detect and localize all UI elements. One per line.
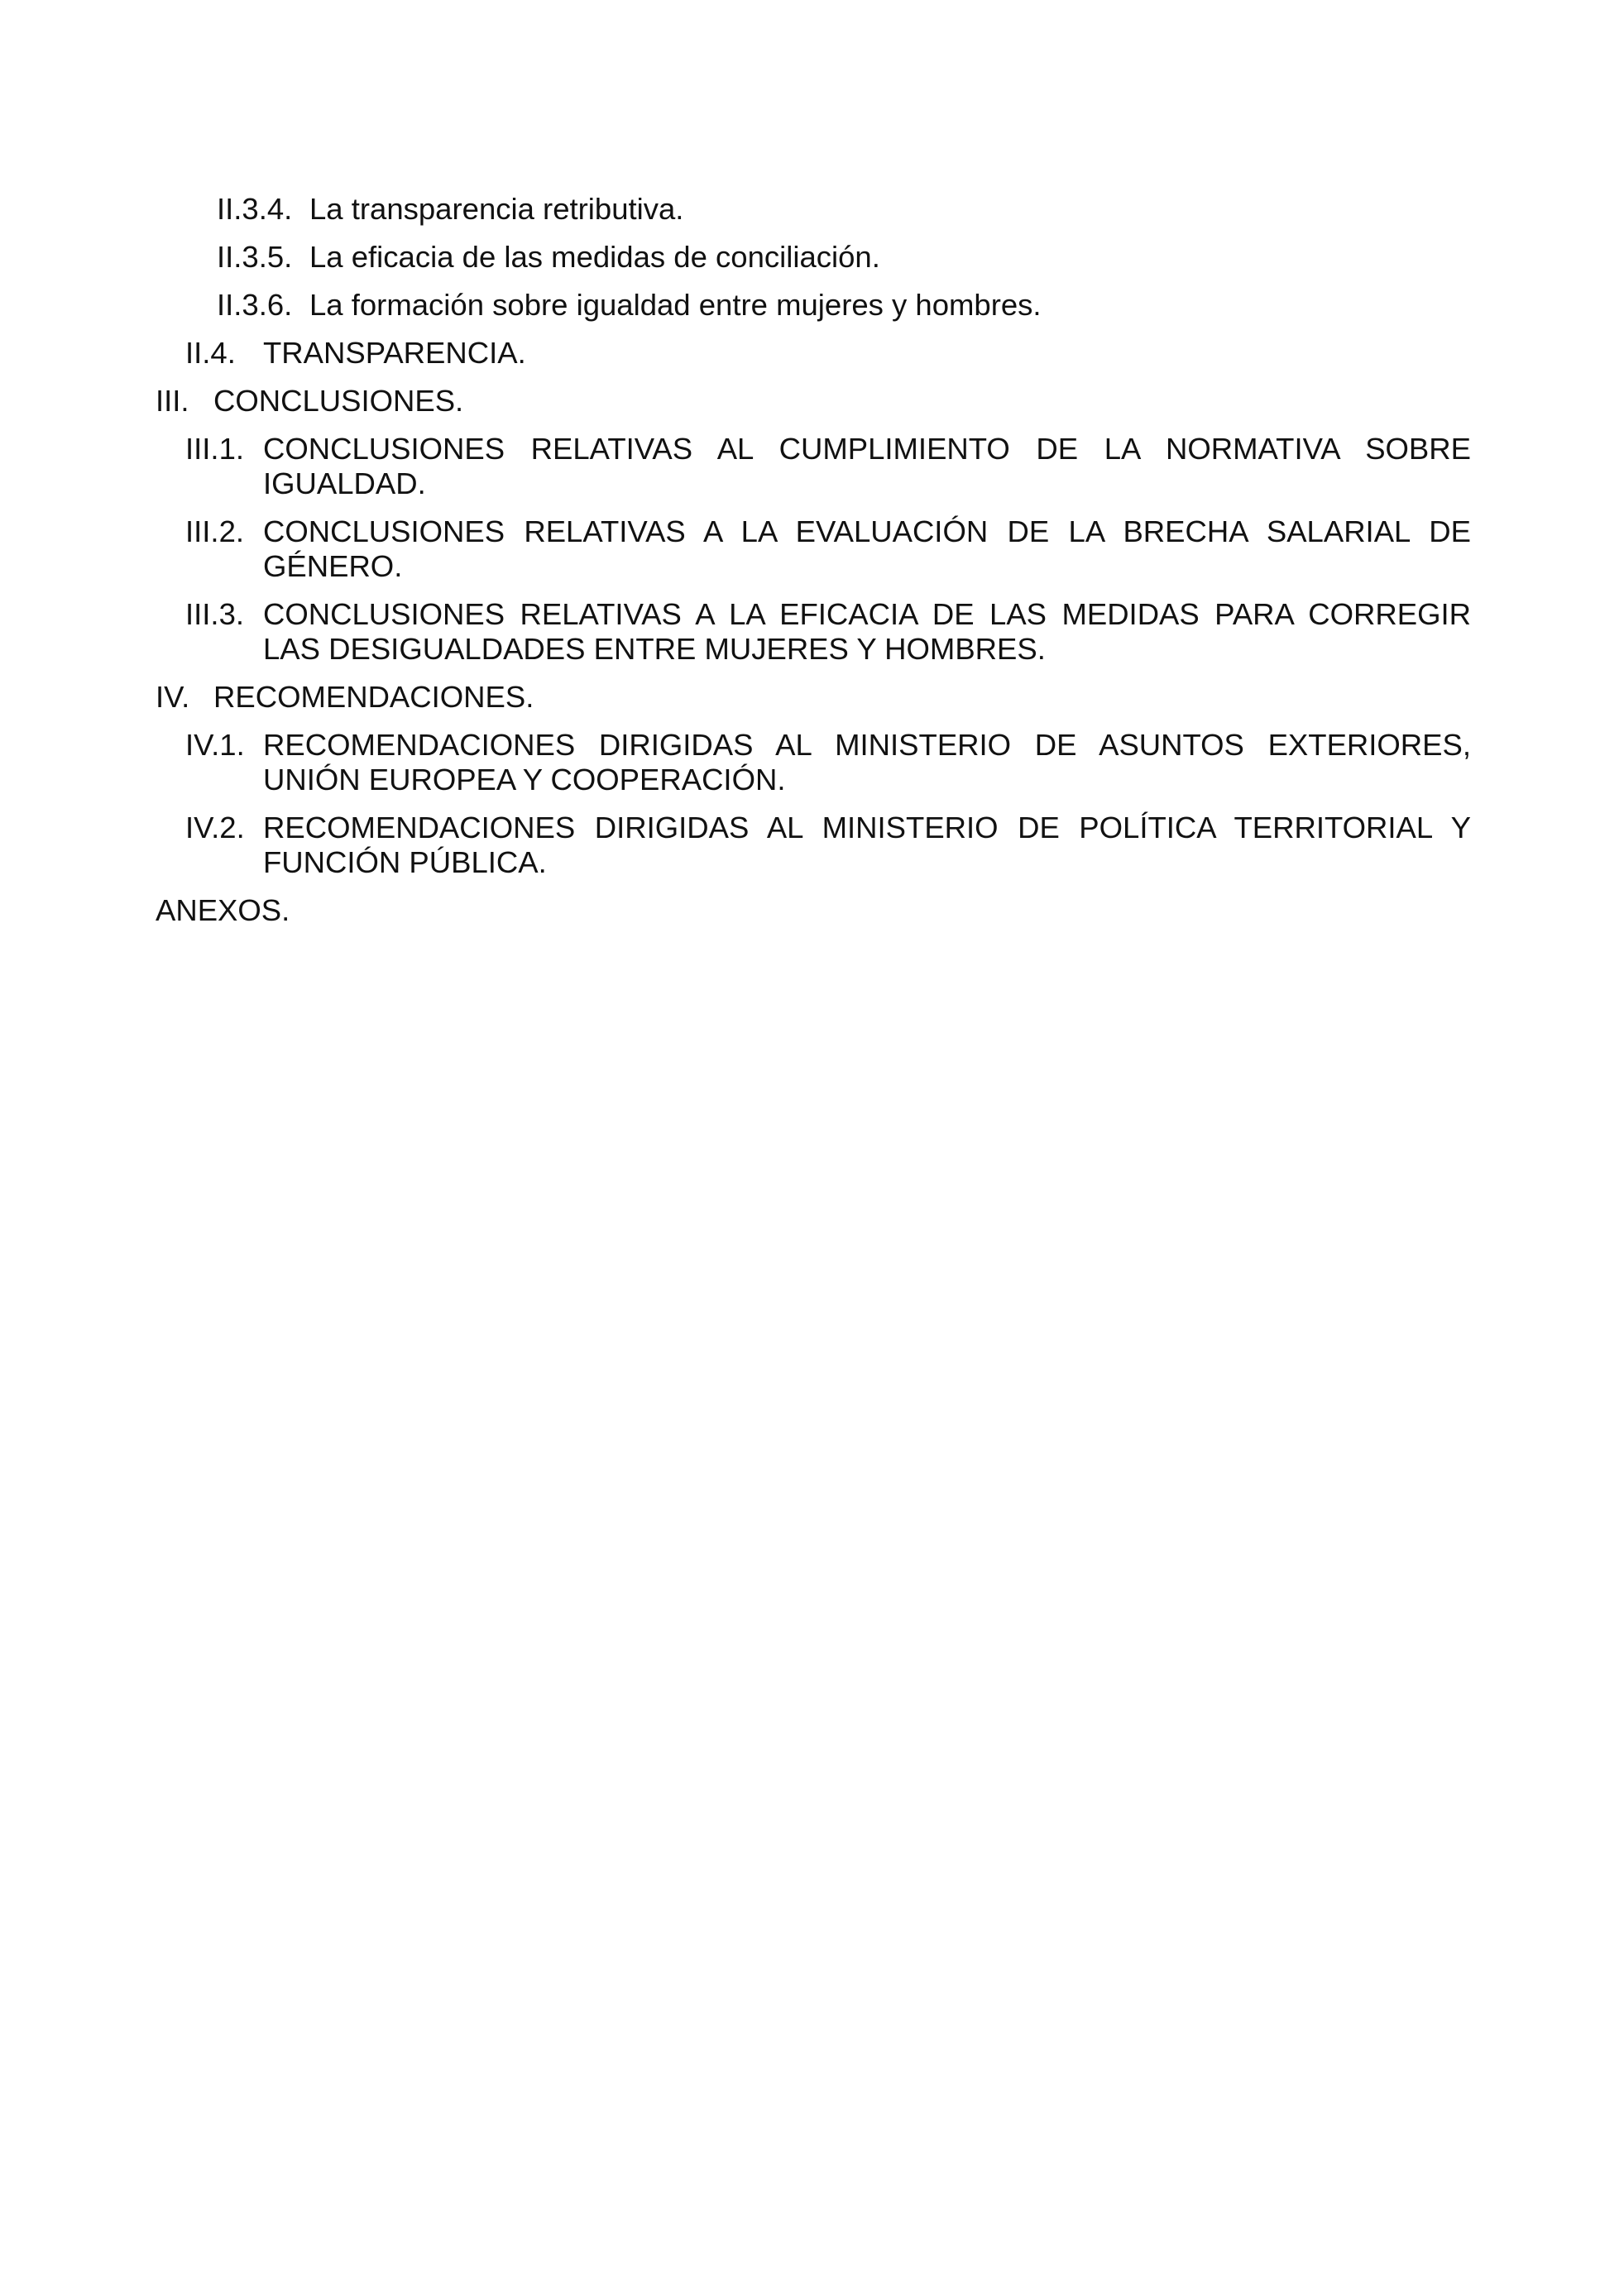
toc-entry-iv-1	[156, 728, 1471, 797]
table-of-contents	[156, 192, 1471, 941]
toc-entry-number: III.3.	[185, 597, 245, 631]
toc-entry-ii-3-5	[156, 240, 1471, 275]
toc-entry-text: RECOMENDACIONES DIRIGIDAS AL MINISTERIO DE ASUNTOS EXTERIORES, UNIÓN EUROPEA Y COOPERACIÓN.	[263, 728, 1471, 796]
toc-entry-text: TRANSPARENCIA.	[263, 336, 526, 370]
toc-entry-ii-4	[156, 336, 1471, 371]
toc-entry-iv-2	[156, 811, 1471, 880]
toc-entry-text: CONCLUSIONES RELATIVAS A LA EVALUACIÓN DE LA BRECHA SALARIAL DE GÉNERO.	[263, 514, 1471, 583]
toc-entry-number: II.4.	[185, 336, 236, 370]
toc-entry-number: IV.2.	[185, 811, 245, 844]
toc-entry-ii-3-4	[156, 192, 1471, 227]
toc-entry-iii-3	[156, 597, 1471, 667]
toc-entry-text: La transparencia retributiva.	[309, 192, 684, 226]
toc-entry-number: IV.	[156, 680, 190, 714]
toc-entry-anexos	[156, 893, 1471, 928]
toc-entry-text: CONCLUSIONES RELATIVAS AL CUMPLIMIENTO DE LA NORMATIVA SOBRE IGUALDAD.	[263, 432, 1471, 500]
toc-annex-text: ANEXOS.	[156, 893, 290, 927]
toc-entry-text: CONCLUSIONES RELATIVAS A LA EFICACIA DE LAS MEDIDAS PARA CORREGIR LAS DESIGUALDADES ENTRE MUJERES Y HOMBRES.	[263, 597, 1471, 666]
toc-entry-number: II.3.4.	[217, 192, 293, 226]
toc-entry-number: II.3.5.	[217, 240, 293, 274]
toc-entry-iii	[156, 384, 1471, 419]
toc-entry-text: La eficacia de las medidas de conciliación.	[309, 240, 880, 274]
toc-entry-text: RECOMENDACIONES.	[213, 680, 534, 714]
toc-entry-ii-3-6	[156, 288, 1471, 323]
toc-entry-number: IV.1.	[185, 728, 245, 762]
toc-entry-text: CONCLUSIONES.	[213, 384, 464, 418]
toc-entry-iv	[156, 680, 1471, 715]
toc-entry-iii-2	[156, 514, 1471, 584]
toc-entry-number: III.2.	[185, 514, 245, 548]
toc-entry-text: RECOMENDACIONES DIRIGIDAS AL MINISTERIO DE POLÍTICA TERRITORIAL Y FUNCIÓN PÚBLICA.	[263, 811, 1471, 879]
toc-entry-number: III.	[156, 384, 189, 418]
toc-entry-text: La formación sobre igualdad entre mujeres y hombres.	[309, 288, 1042, 322]
toc-entry-iii-1	[156, 432, 1471, 501]
toc-entry-number: III.1.	[185, 432, 245, 466]
toc-entry-number: II.3.6.	[217, 288, 293, 322]
